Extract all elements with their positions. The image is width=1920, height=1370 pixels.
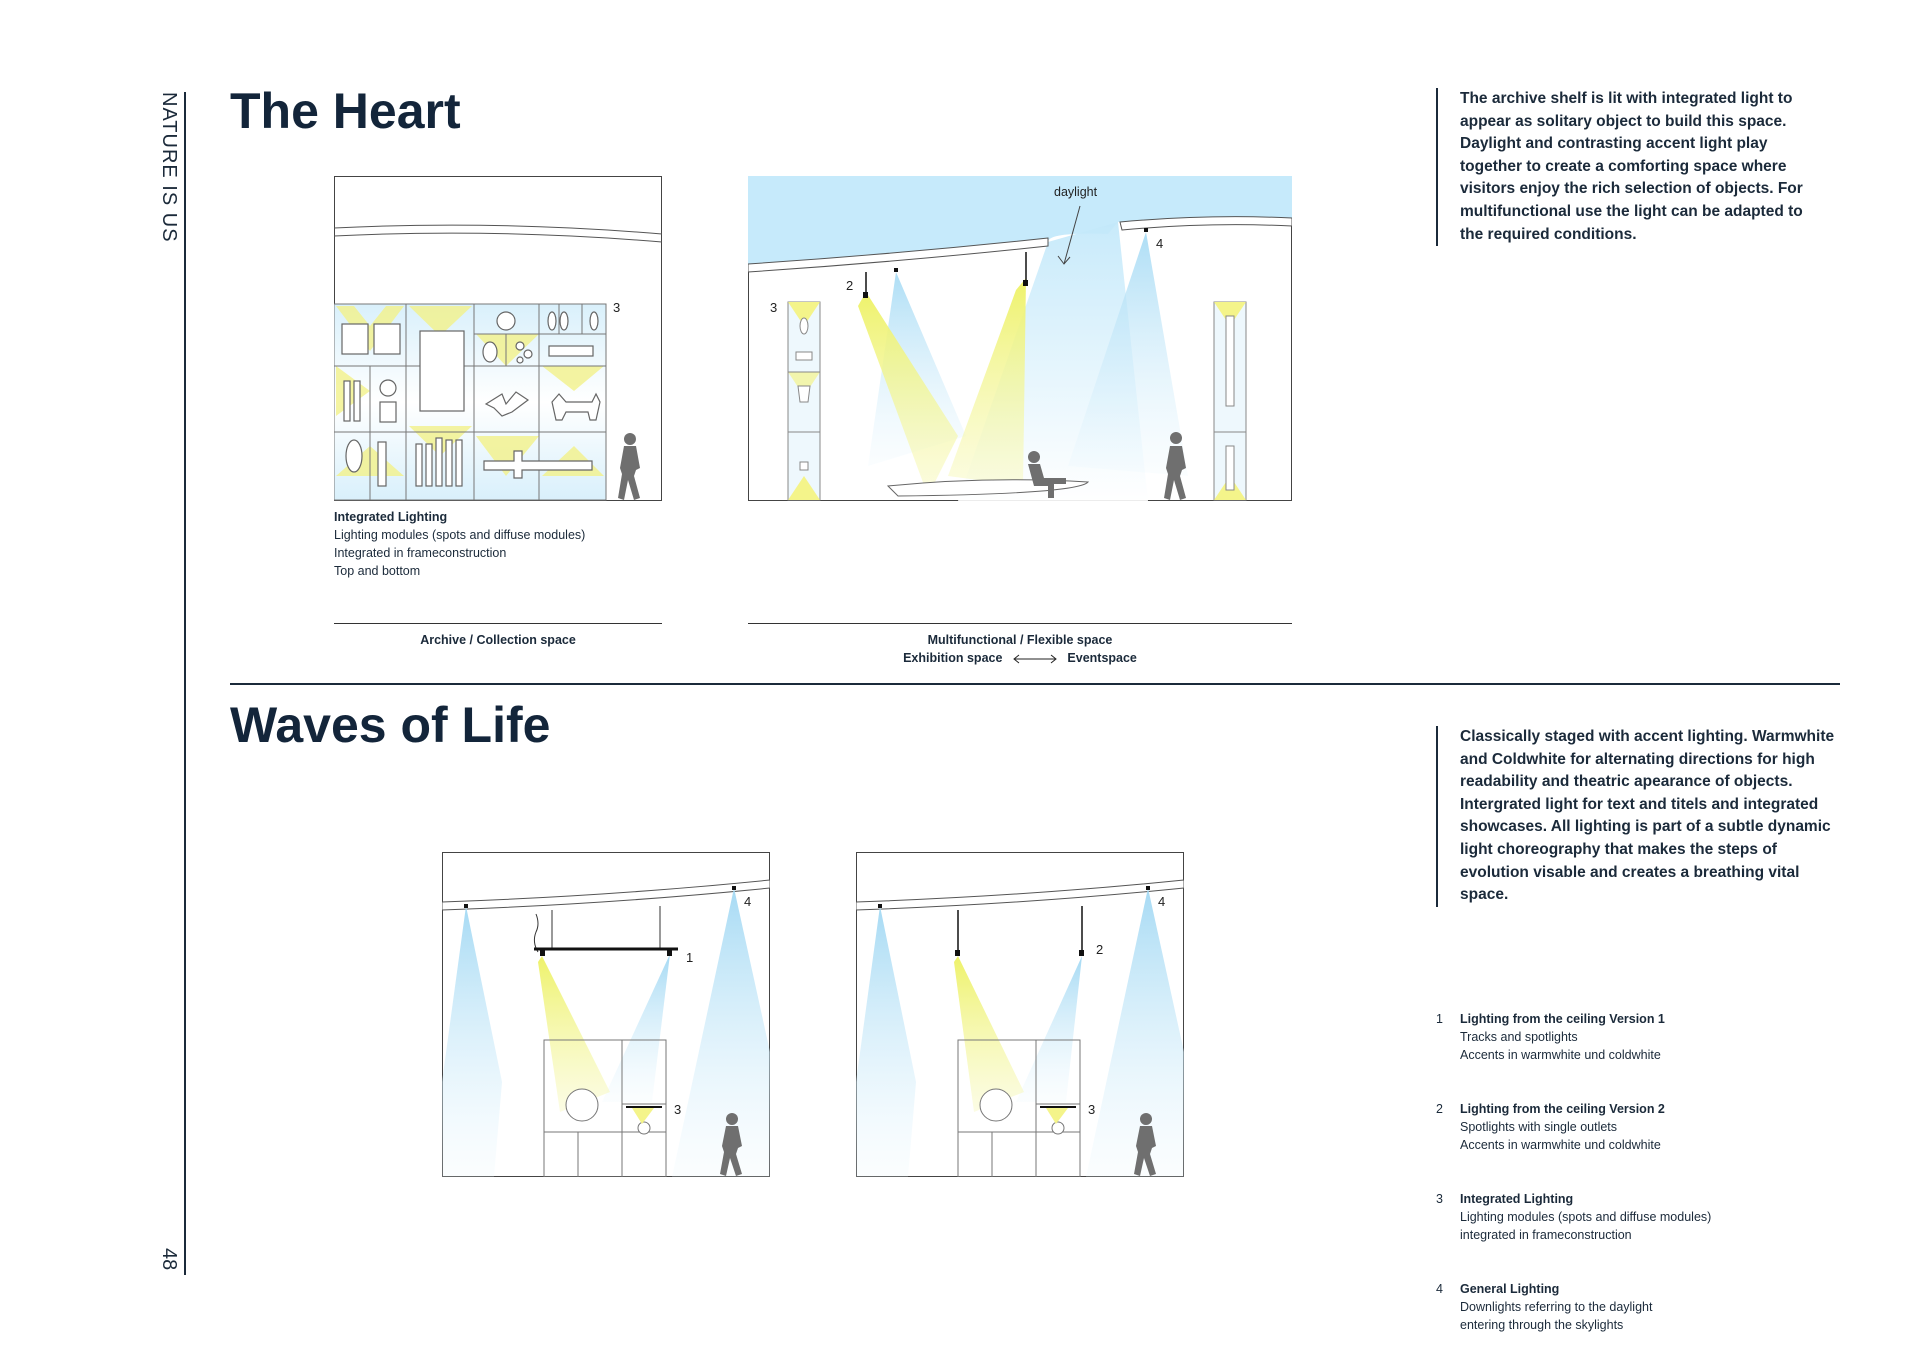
multifunctional-label: Multifunctional / Flexible space xyxy=(927,633,1113,647)
marker-3: 3 xyxy=(674,1102,682,1117)
legend-line: Accents in warmwhite und coldwhite xyxy=(1460,1048,1661,1062)
marker-4: 4 xyxy=(1158,894,1166,909)
marker-4: 4 xyxy=(1156,236,1164,251)
eventspace-label: Eventspace xyxy=(1067,651,1137,665)
legend-line: Accents in warmwhite und coldwhite xyxy=(1460,1138,1661,1152)
marker-3: 3 xyxy=(1088,1102,1096,1117)
page-number: 48 xyxy=(158,1248,180,1271)
caption-line: Lighting modules (spots and diffuse modules) xyxy=(334,528,586,542)
legend-title: General Lighting xyxy=(1460,1282,1560,1296)
section-divider xyxy=(230,683,1840,685)
section-description-heart: The archive shelf is lit with integrated light to appear as solitary object to build this space. Daylight and contrasting accent light play together to create a comforting space where visitors enjoy the rich selection of objects. For multifunctional use the light can be adapted to the required conditions. xyxy=(1436,88,1830,246)
multifunctional-space-diagram xyxy=(748,176,1292,501)
marker-4: 4 xyxy=(744,894,752,909)
legend-line: Spotlights with single outlets xyxy=(1460,1120,1618,1134)
legend-title: Integrated Lighting xyxy=(1460,1192,1574,1206)
marker-3-left: 3 xyxy=(613,300,621,315)
waves-diagram-version-2 xyxy=(856,852,1184,1177)
legend-number: 1 xyxy=(1436,1012,1443,1026)
legend-item xyxy=(1436,1010,1816,1064)
label-rule xyxy=(334,623,662,624)
archive-shelf-diagram xyxy=(334,176,662,501)
section-title-the-heart: The Heart xyxy=(230,83,461,139)
legend-line: Downlights referring to the daylight xyxy=(1460,1300,1653,1314)
marker-2: 2 xyxy=(1096,942,1104,957)
marker-2: 2 xyxy=(846,278,854,293)
exhibition-event-label xyxy=(748,649,1292,667)
legend-item xyxy=(1436,1280,1816,1334)
legend-number: 2 xyxy=(1436,1102,1443,1116)
legend-item xyxy=(1436,1190,1816,1244)
legend-number: 4 xyxy=(1436,1282,1443,1296)
integrated-lighting-caption xyxy=(334,508,664,580)
caption-line: Top and bottom xyxy=(334,564,421,578)
section-description-waves: Classically staged with accent lighting. Warmwhite and Coldwhite for alternating directions for high readability and theatric apearance of objects. Intergrated light for text and titels and integrated showcases. All lighting is part of a subtle dynamic light choreography that makes the steps of evolution visable and creates a breathing vital space. xyxy=(1436,726,1844,907)
legend-line: entering through the skylights xyxy=(1460,1318,1624,1332)
legend-number: 3 xyxy=(1436,1192,1443,1206)
daylight-label: daylight xyxy=(1054,185,1098,199)
archive-label: Archive / Collection space xyxy=(420,633,576,647)
side-title: NATURE IS US xyxy=(158,92,180,243)
marker-3: 3 xyxy=(770,300,778,315)
legend-line: Lighting modules (spots and diffuse modules) xyxy=(1460,1210,1712,1224)
legend-line: Tracks and spotlights xyxy=(1460,1030,1578,1044)
waves-diagram-version-1 xyxy=(442,852,770,1177)
double-arrow-icon xyxy=(1012,654,1058,664)
legend-title: Lighting from the ceiling Version 1 xyxy=(1460,1012,1665,1026)
section-title-waves-of-life: Waves of Life xyxy=(230,697,551,753)
legend-title: Lighting from the ceiling Version 2 xyxy=(1460,1102,1665,1116)
lighting-legend xyxy=(1436,1010,1816,1370)
exhibition-label: Exhibition space xyxy=(903,651,1003,665)
marker-1: 1 xyxy=(686,950,694,965)
side-rule xyxy=(184,92,186,1275)
label-rule xyxy=(748,623,1292,624)
caption-title: Integrated Lighting xyxy=(334,510,448,524)
legend-line: integrated in frameconstruction xyxy=(1460,1228,1632,1242)
caption-line: Integrated in frameconstruction xyxy=(334,546,507,560)
legend-item xyxy=(1436,1100,1816,1154)
